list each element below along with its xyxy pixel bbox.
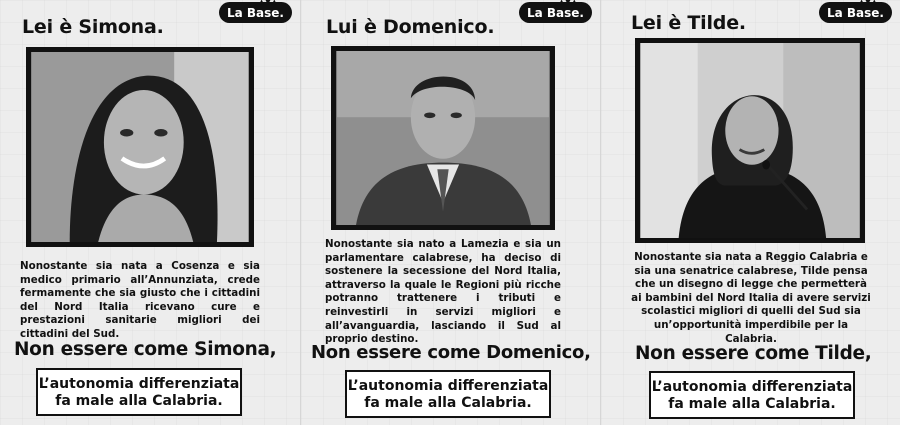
la-base-logo: ▲▼▲ La Base. — [219, 2, 292, 23]
la-base-logo: ▲▼▲ La Base. — [519, 2, 592, 23]
description-text: Nonostante sia nato a Lamezia e sia un parlamentare calabrese, ha deciso di sostenere la secessione del Nord Italia, attraverso la quale le Regioni più ricche potranno trattenere i tributi e reinvestirli in servizi migliori e all’avanguardia, lasciando il Sud al proprio destino. — [325, 238, 561, 346]
portrait-man-suit-icon — [336, 51, 550, 225]
tagline-box — [649, 371, 855, 419]
slogan: Non essere come Domenico, — [311, 342, 591, 363]
poster-tilde — [600, 0, 900, 425]
poster-simona — [0, 0, 300, 425]
description-text: Nonostante sia nata a Cosenza e sia medico primario all’Annunziata, crede fermamente che sia giusto che i cittadini del Nord Italia ricevano cure e prestazioni sanitarie migliori dei cittadini del Sud. — [20, 260, 260, 340]
slogan: Non essere come Simona, — [14, 339, 277, 360]
tagline-line-1: L’autonomia differenziata — [347, 378, 549, 394]
tagline-line-2: fa male alla Calabria. — [55, 393, 223, 409]
tagline-line-1: L’autonomia differenziata — [651, 379, 853, 395]
poster-title: Lei è Simona. — [22, 16, 164, 38]
poster-domenico — [300, 0, 600, 425]
tagline-box — [36, 368, 242, 416]
description-text: Nonostante sia nata a Reggio Calabria e sia una senatrice calabrese, Tilde pensa che un disegno di legge che permetterà ai bambini del Nord Italia di avere servizi scolastici migliori di quelli del Sud sia un’opportunità imperdibile per la Calabria. — [631, 251, 871, 345]
portrait-photo — [635, 38, 865, 243]
tagline-line-1: L’autonomia differenziata — [38, 376, 240, 392]
tagline-box — [345, 370, 551, 418]
portrait-woman-speaking-icon — [640, 43, 860, 238]
portrait-photo — [26, 47, 254, 247]
poster-title: Lui è Domenico. — [326, 16, 495, 38]
poster-title: Lei è Tilde. — [631, 12, 746, 34]
tagline-line-2: fa male alla Calabria. — [364, 395, 532, 411]
tagline-line-2: fa male alla Calabria. — [668, 396, 836, 412]
portrait-woman-smiling-icon — [31, 52, 249, 242]
slogan: Non essere come Tilde, — [635, 343, 872, 364]
la-base-logo: ▲▼▲ La Base. — [819, 2, 892, 23]
portrait-photo — [331, 46, 555, 230]
